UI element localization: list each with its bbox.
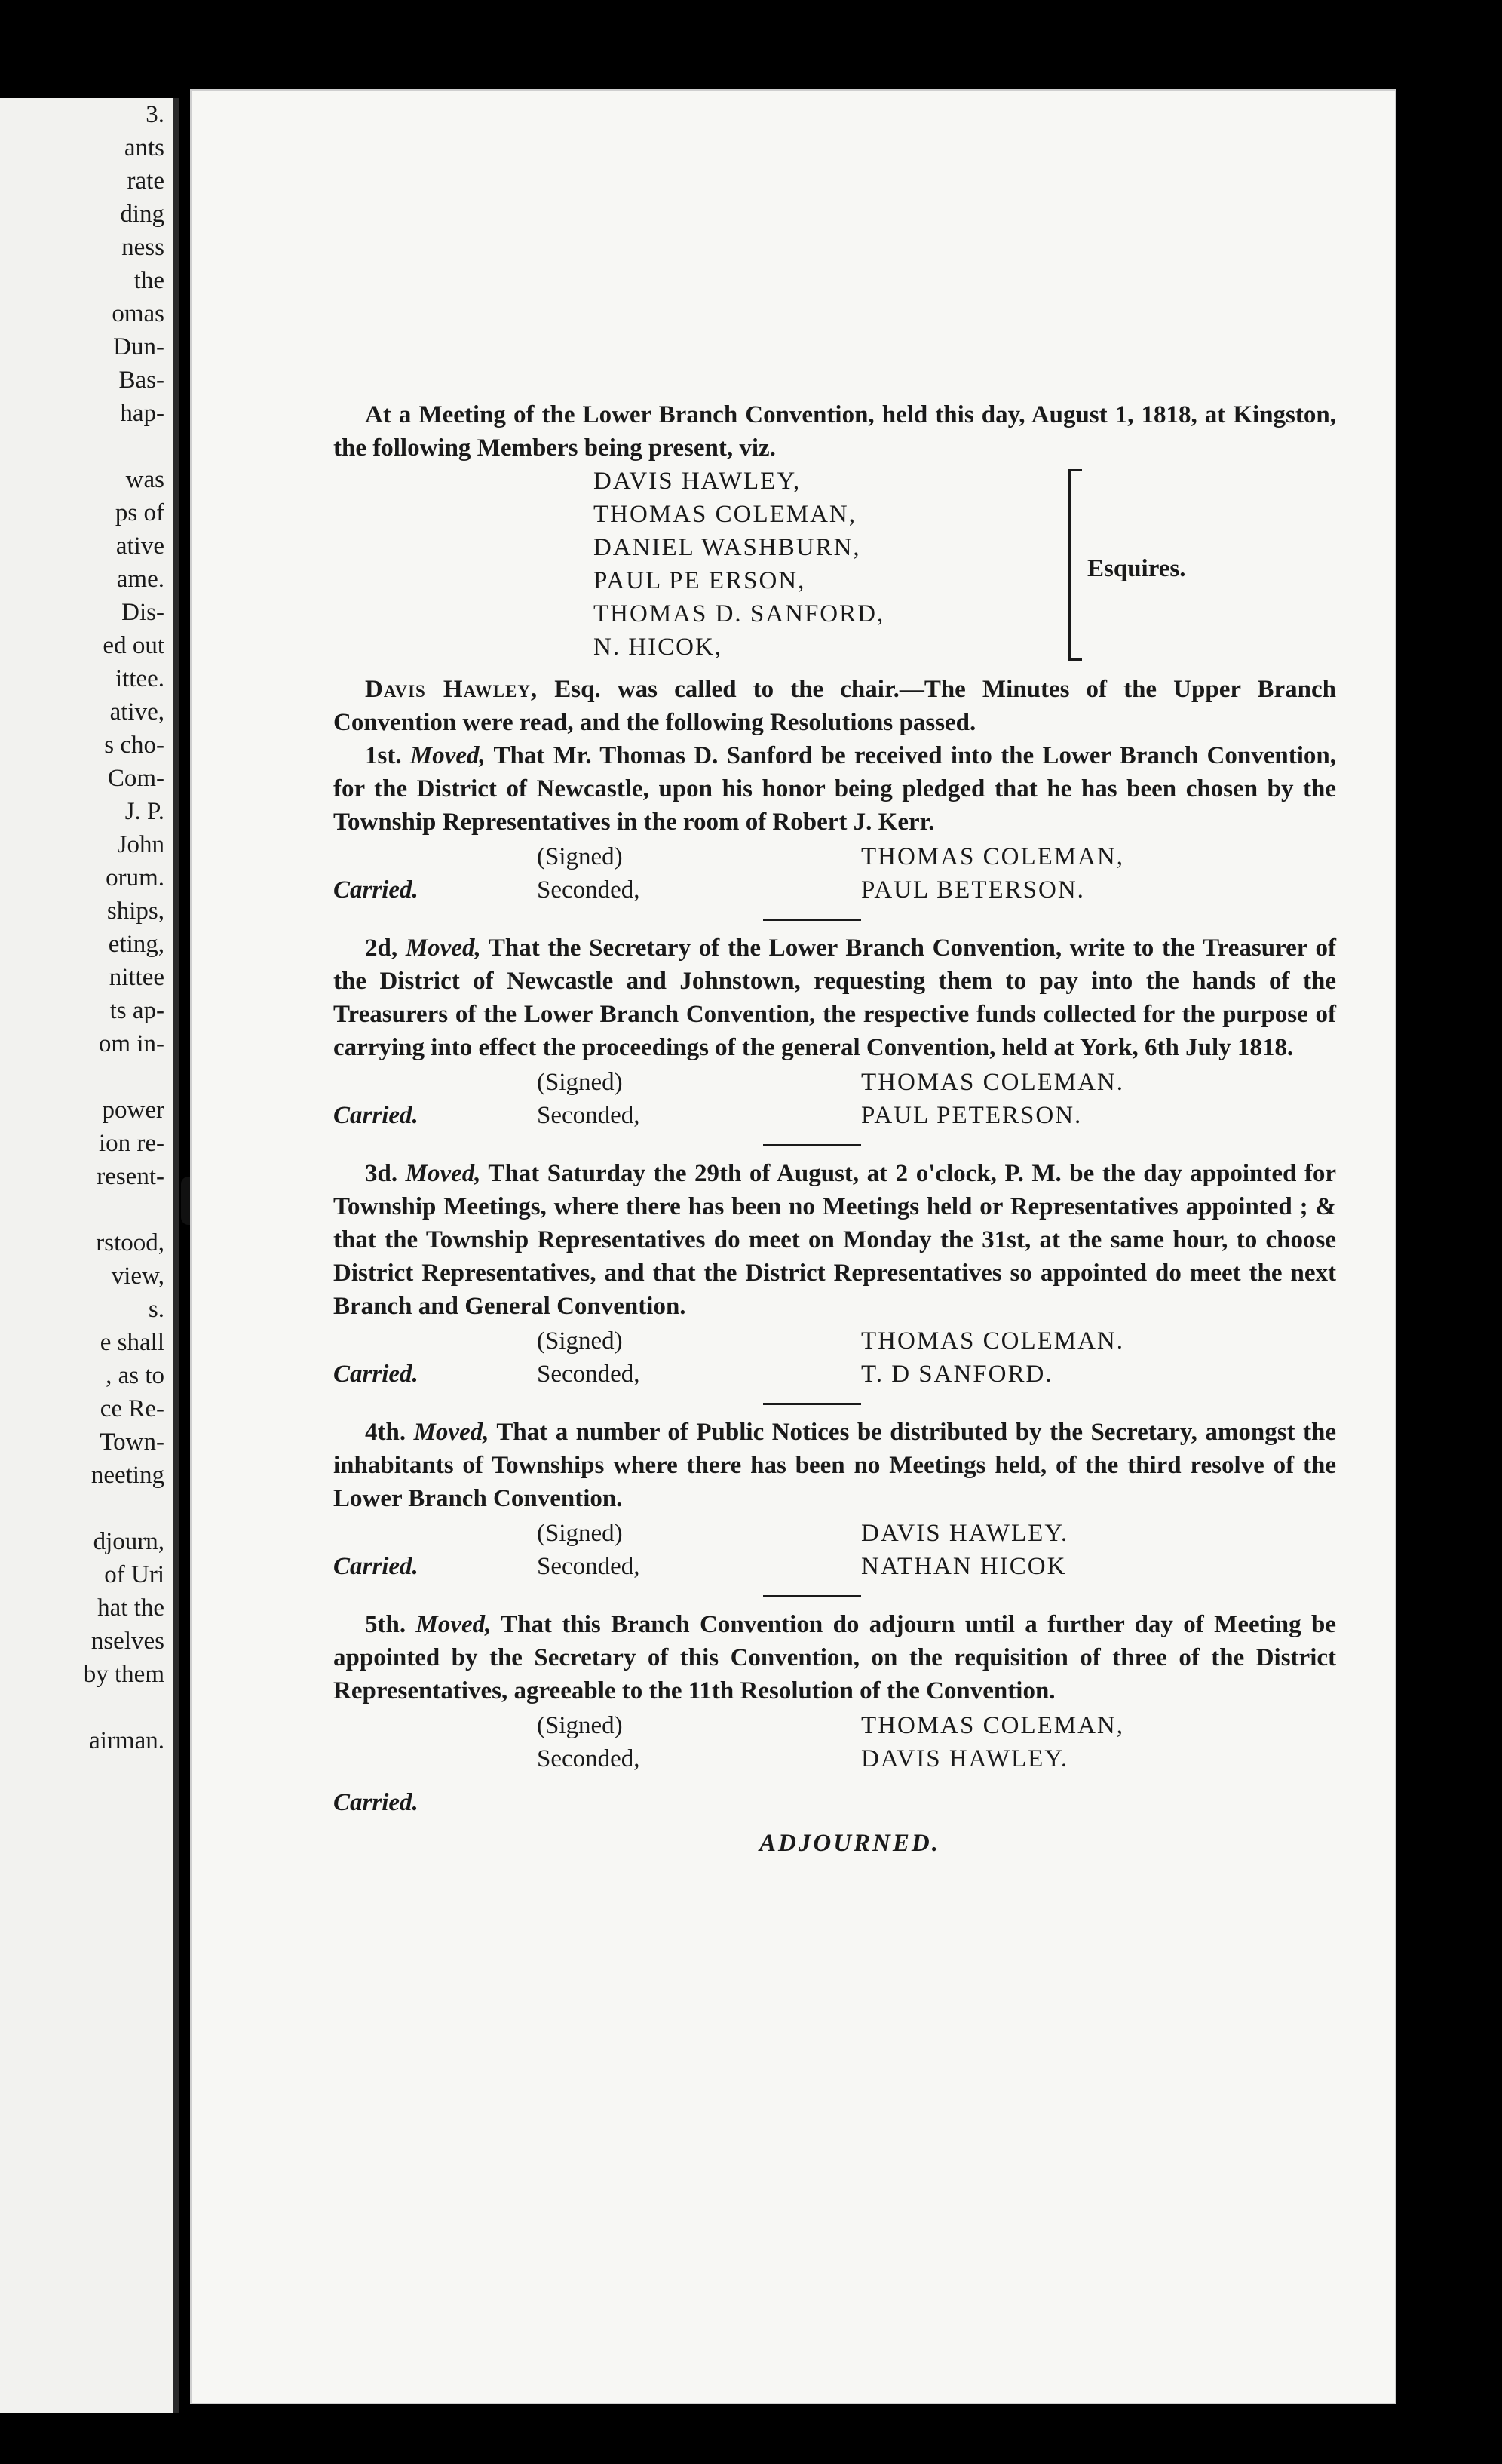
member-name: DAVIS HAWLEY, <box>593 468 802 495</box>
facing-page-fragment: ness <box>121 234 164 261</box>
facing-page-fragment: ed out <box>103 632 164 659</box>
signed-label: (Signed) <box>537 1520 623 1547</box>
resolution-text: That the Secretary of the Lower Branch Convention, write to the Treasurer of the District of Newcastle and Johnstown, requesting them to pay into the hands of the Treasurers of the Lower Branch Convention, the respective funds collected for the purpose of carrying into effect the proceedings of the general Convention, held at York, 6th July 1818. <box>333 934 1337 1061</box>
mover-name: DAVIS HAWLEY. <box>861 1520 1069 1547</box>
facing-page-fragment: ants <box>124 134 164 161</box>
mover-name: THOMAS COLEMAN, <box>861 1712 1125 1739</box>
member-name: DANIEL WASHBURN, <box>593 534 861 561</box>
facing-page-fragment: of Uri <box>104 1561 164 1588</box>
seconded-label: Seconded, <box>537 1361 640 1388</box>
resolution-number: 5th. <box>365 1611 406 1638</box>
resolution-number: 2d, <box>365 934 398 962</box>
facing-page-fragment: orum. <box>106 864 164 891</box>
moved-label: Moved, <box>405 934 481 962</box>
facing-page-fragment: John <box>117 831 164 858</box>
chair-name: Davis Hawley, <box>365 676 538 703</box>
facing-page <box>0 98 179 2413</box>
facing-page-fragment: ships, <box>106 898 164 925</box>
facing-page-fragment <box>0 430 164 463</box>
brace-bracket <box>1068 471 1087 659</box>
facing-page-text <box>0 98 164 1757</box>
resolution-text: That Saturday the 29th of August, at 2 o'clock, P. M. be the day appointed for Township Meetings, where there has been no Meetings held or Representatives appointed ; & that the Township Representatives do meet on Monday the 31st, at the same hour, to choose District Representatives, and that the District Representatives so appointed do meet the next Branch and General Convention. <box>333 1160 1337 1320</box>
facing-page-fragment: e shall <box>100 1329 164 1356</box>
seconder-name: DAVIS HAWLEY. <box>861 1745 1069 1772</box>
chair-text: Esq. was called to the chair.—The Minutes of the Upper Branch Convention were read, and the following Resolutions passed. <box>333 676 1336 736</box>
facing-page-fragment <box>0 1691 164 1724</box>
signature-block-3 <box>333 1324 1336 1397</box>
facing-page-fragment: , as to <box>106 1362 164 1389</box>
facing-page-fragment: neeting <box>90 1462 164 1489</box>
facing-page-fragment: s cho- <box>104 732 164 759</box>
facing-page-fragment: Town- <box>100 1428 164 1456</box>
facing-page-fragment: Bas- <box>118 367 164 394</box>
facing-page-fragment: the <box>133 267 164 294</box>
carried-label: Carried. <box>333 1553 418 1580</box>
facing-page-fragment <box>0 1060 164 1094</box>
signature-block-4 <box>333 1517 1336 1589</box>
resolution-number: 4th. <box>365 1419 406 1446</box>
facing-page-fragment: Dis- <box>121 599 164 626</box>
resolution-text: That this Branch Convention do adjourn until a further day of Meeting be appointed by the Secretary of this Convention, on the requisition of three of the District Representatives, agreeable to the 11th Resolution of the Convention. <box>333 1611 1336 1705</box>
facing-page-fragment: Com- <box>107 765 164 792</box>
signed-label: (Signed) <box>537 1712 623 1739</box>
facing-page-fragment: omas <box>112 300 164 327</box>
facing-page-fragment: ce Re- <box>100 1395 164 1422</box>
signature-block-1 <box>333 840 1336 913</box>
facing-page-fragment: 3. <box>146 101 164 128</box>
facing-page-fragment: eting, <box>108 931 164 958</box>
moved-label: Moved, <box>415 1611 492 1638</box>
facing-page-fragment: by them <box>83 1661 164 1688</box>
mover-name: THOMAS COLEMAN. <box>861 1069 1125 1096</box>
seconder-name: T. D SANFORD. <box>861 1361 1053 1388</box>
signature-block-5 <box>333 1709 1336 1781</box>
resolution-text: That Mr. Thomas D. Sanford be received into the Lower Branch Convention, for the District of Newcastle, upon his honor being pledged that he has been chosen by the Township Representatives in the room of Robert J. Kerr. <box>333 742 1337 836</box>
seconded-label: Seconded, <box>537 876 640 904</box>
facing-page-fragment: ittee. <box>115 665 164 692</box>
member-name: THOMAS COLEMAN, <box>593 501 857 528</box>
moved-label: Moved, <box>413 1419 489 1446</box>
member-name: THOMAS D. SANFORD, <box>593 600 885 628</box>
facing-page-fragment: nittee <box>109 964 164 991</box>
facing-page-fragment: was <box>125 466 164 493</box>
signature-block-2 <box>333 1066 1336 1138</box>
resolution-number: 3d. <box>365 1160 398 1187</box>
facing-page-fragment: airman. <box>89 1727 164 1754</box>
document-page <box>190 89 1396 2404</box>
facing-page-fragment <box>0 1193 164 1226</box>
facing-page-fragment: ion re- <box>98 1130 164 1157</box>
seconded-label: Seconded, <box>537 1102 640 1129</box>
esquires-label: Esquires. <box>1087 555 1186 582</box>
moved-label: Moved, <box>409 742 486 769</box>
facing-page-fragment: ame. <box>116 566 164 593</box>
facing-page-fragment: ative <box>115 532 164 560</box>
facing-page-fragment: J. P. <box>124 798 164 825</box>
final-carried-label: Carried. <box>333 1789 418 1816</box>
carried-label: Carried. <box>333 876 418 904</box>
section-rule <box>763 1403 861 1405</box>
facing-page-fragment: hap- <box>120 400 164 427</box>
seconder-name: NATHAN HICOK <box>861 1553 1067 1580</box>
facing-page-fragment: s. <box>148 1296 164 1323</box>
mover-name: THOMAS COLEMAN, <box>861 843 1125 870</box>
facing-page-fragment: hat the <box>97 1594 164 1622</box>
facing-page-fragment: ative, <box>109 698 164 726</box>
member-name: PAUL PE ERSON, <box>593 567 806 594</box>
intro-paragraph: At a Meeting of the Lower Branch Convention, held this day, August 1, 1818, at Kingston, the following Members being present, viz. <box>333 401 1336 462</box>
mover-name: THOMAS COLEMAN. <box>861 1327 1125 1355</box>
facing-page-fragment: Dun- <box>113 333 164 361</box>
facing-page-fragment: djourn, <box>93 1528 164 1555</box>
seconded-label: Seconded, <box>537 1745 640 1772</box>
facing-page-fragment: view, <box>111 1263 164 1290</box>
facing-page-fragment: om in- <box>98 1030 164 1057</box>
minutes-content <box>333 398 1336 1860</box>
facing-page-fragment: resent- <box>97 1163 164 1190</box>
signed-label: (Signed) <box>537 1327 623 1355</box>
members-block <box>333 465 1336 668</box>
resolution-3 <box>333 1157 1336 1323</box>
facing-page-fragment: rate <box>127 167 164 195</box>
signed-label: (Signed) <box>537 1069 623 1096</box>
resolution-2 <box>333 931 1336 1064</box>
seconder-name: PAUL PETERSON. <box>861 1102 1083 1129</box>
facing-page-fragment: nselves <box>90 1628 164 1655</box>
resolution-5 <box>333 1608 1336 1708</box>
facing-page-fragment: rstood, <box>96 1229 164 1257</box>
carried-label: Carried. <box>333 1102 418 1129</box>
section-rule <box>763 919 861 921</box>
carried-label: Carried. <box>333 1361 418 1388</box>
facing-page-fragment: power <box>102 1097 164 1124</box>
resolution-number: 1st. <box>365 742 402 769</box>
seconder-name: PAUL BETERSON. <box>861 876 1085 904</box>
signed-label: (Signed) <box>537 843 623 870</box>
section-rule <box>763 1595 861 1597</box>
adjourned-label: ADJOURNED. <box>759 1830 940 1857</box>
resolution-1 <box>333 739 1336 839</box>
facing-page-fragment: ps of <box>115 499 164 526</box>
chair-paragraph <box>333 673 1336 739</box>
facing-page-fragment: ding <box>120 201 164 228</box>
section-rule <box>763 1144 861 1146</box>
resolution-4 <box>333 1416 1336 1515</box>
resolution-text: That a number of Public Notices be distributed by the Secretary, amongst the inhabitants of Townships where there has been no Meetings held, of the third resolve of the Lower Branch Convention. <box>333 1419 1336 1512</box>
moved-label: Moved, <box>405 1160 481 1187</box>
facing-page-fragment <box>0 1492 164 1525</box>
seconded-label: Seconded, <box>537 1553 640 1580</box>
member-name: N. HICOK, <box>593 634 723 661</box>
members-list <box>593 465 884 664</box>
facing-page-fragment: ts ap- <box>109 997 164 1024</box>
